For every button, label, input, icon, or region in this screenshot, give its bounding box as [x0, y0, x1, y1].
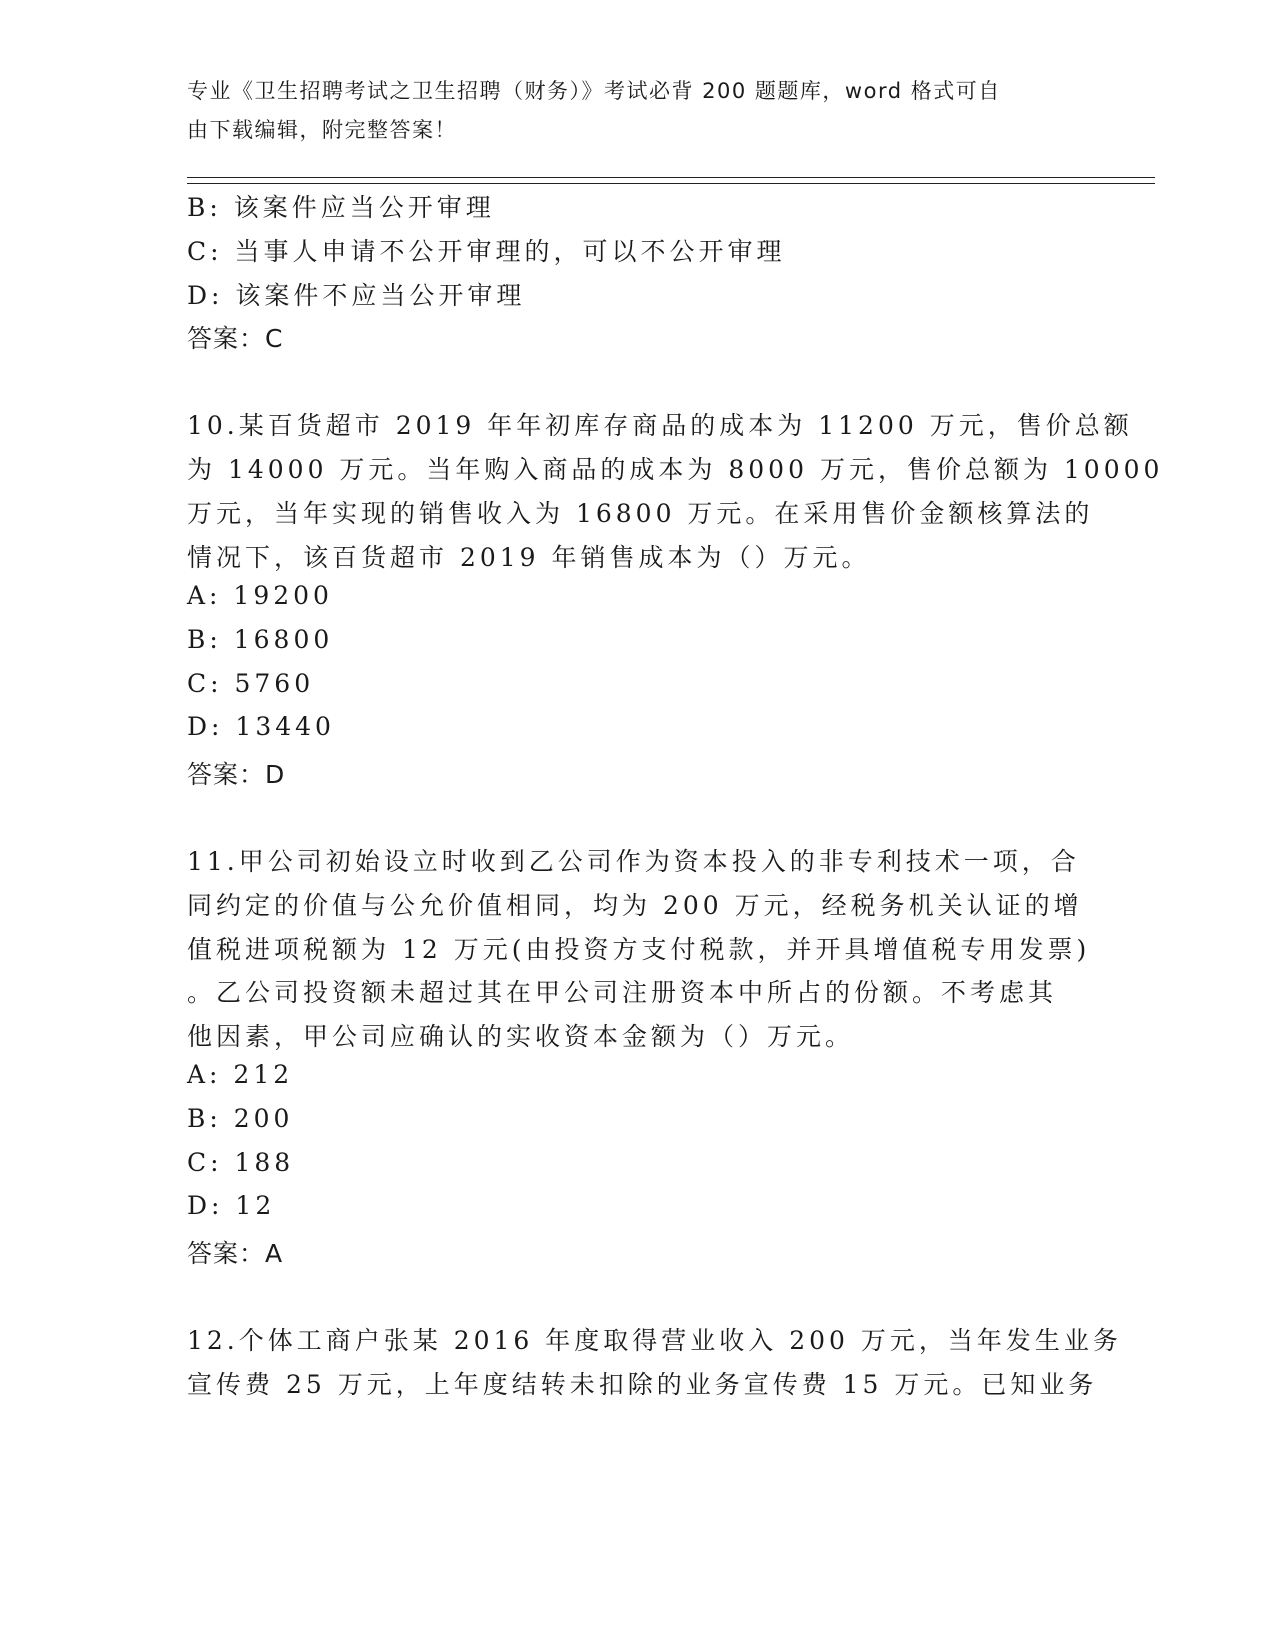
q10-option-b: B: 16800: [187, 625, 334, 654]
header-rule-top: [187, 177, 1155, 178]
q10-option-d: D: 13440: [187, 712, 335, 741]
q11-option-b: B: 200: [187, 1104, 294, 1133]
header-rule-bottom: [187, 183, 1155, 184]
q10-stem-line-4: 情况下，该百货超市 2019 年销售成本为（）万元。: [187, 543, 871, 572]
q10-stem-line-1: 10.某百货超市 2019 年年初库存商品的成本为 11200 万元，售价总额: [187, 411, 1133, 440]
q10-option-a: A: 19200: [187, 581, 333, 610]
q10-stem-line-3: 万元，当年实现的销售收入为 16800 万元。在采用售价金额核算法的: [187, 499, 1094, 528]
header-line-1: 专业《卫生招聘考试之卫生招聘（财务）》考试必背 200 题题库，word 格式可自: [187, 79, 1001, 103]
q9-option-d: D: 该案件不应当公开审理: [187, 281, 526, 310]
q11-option-a: A: 212: [187, 1060, 294, 1089]
q12-stem-line-2: 宣传费 25 万元，上年度结转未扣除的业务宣传费 15 万元。已知业务: [187, 1370, 1098, 1399]
q10-answer: 答案：D: [187, 760, 286, 789]
q11-stem-line-3: 值税进项税额为 12 万元(由投资方支付税款，并开具增值税专用发票): [187, 935, 1091, 964]
q11-stem-line-5: 他因素，甲公司应确认的实收资本金额为（）万元。: [187, 1022, 855, 1051]
q10-option-c: C: 5760: [187, 669, 315, 698]
q9-answer: 答案：C: [187, 324, 284, 353]
q11-stem-line-1: 11.甲公司初始设立时收到乙公司作为资本投入的非专利技术一项，合: [187, 847, 1080, 876]
q11-option-c: C: 188: [187, 1148, 295, 1177]
q9-option-b: B: 该案件应当公开审理: [187, 193, 495, 222]
q11-answer: 答案：A: [187, 1239, 284, 1268]
q10-stem-line-2: 为 14000 万元。当年购入商品的成本为 8000 万元，售价总额为 10000: [187, 455, 1164, 484]
q9-option-c: C: 当事人申请不公开审理的，可以不公开审理: [187, 237, 786, 266]
q12-stem-line-1: 12.个体工商户张某 2016 年度取得营业收入 200 万元，当年发生业务: [187, 1326, 1122, 1355]
document-header: [187, 72, 1067, 150]
q11-option-d: D: 12: [187, 1191, 276, 1220]
q11-stem-line-4: 。乙公司投资额未超过其在甲公司注册资本中所占的份额。不考虑其: [187, 978, 1058, 1007]
q11-stem-line-2: 同约定的价值与公允价值相同，均为 200 万元，经税务机关认证的增: [187, 891, 1083, 920]
header-line-2: 由下载编辑，附完整答案！: [187, 118, 457, 142]
